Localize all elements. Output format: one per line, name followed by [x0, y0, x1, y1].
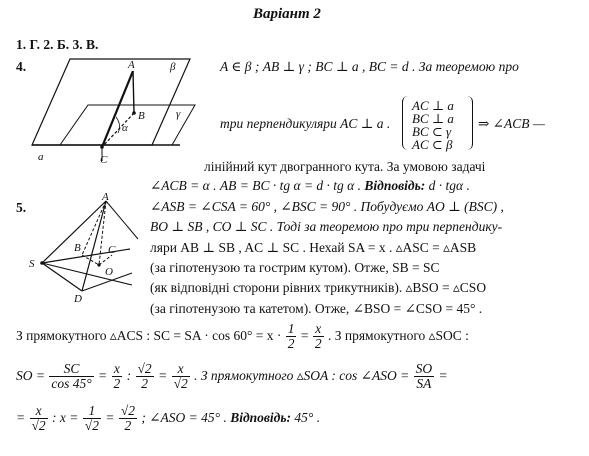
- calc-line-3: [16, 404, 320, 433]
- calc-l1-text: З прямокутного ▵ACS : SC = SA · cos 60° = x ·: [16, 327, 282, 343]
- p5-answer-label: Відповідь:: [230, 409, 292, 425]
- label-B: B: [138, 110, 145, 122]
- p4-line4: [150, 178, 470, 194]
- p5-line4: (за гіпотенузою та гострим кутом). Отже, SB = SC: [150, 260, 440, 275]
- equals: =: [98, 367, 108, 383]
- p4-system-result: ⇒ ∠ACB —: [478, 116, 545, 131]
- calc-l2-mid: . З прямокутного ▵SOA : cos ∠ASO =: [194, 367, 410, 383]
- p4-system-line-2: BC ⊥ a: [412, 111, 454, 126]
- fraction-x-2: $\frac{x}{2}$: [113, 361, 121, 392]
- calc-l3-mid: : x =: [52, 409, 79, 425]
- p4-line2: три перпендикуляри AC ⊥ a .: [220, 116, 391, 131]
- equals: =: [300, 327, 309, 343]
- page-title: Варіант 2: [253, 6, 321, 22]
- label-a: a: [38, 151, 44, 163]
- label-gamma: γ: [176, 108, 181, 120]
- label-O: O: [105, 266, 113, 278]
- answers-line: 1. Г. 2. Б. 3. В.: [16, 37, 99, 52]
- equals: =: [105, 409, 115, 425]
- p4-system-line-4: AC ⊂ β: [412, 137, 453, 152]
- equals: =: [438, 367, 448, 383]
- p4-answer-label: Відповідь:: [364, 178, 426, 193]
- label-A: A: [128, 59, 135, 71]
- calc-l2-lhs: SO =: [16, 367, 45, 383]
- fraction-x-root2: $\frac{x}{√2}$: [31, 403, 46, 434]
- figure-dihedral-angle: [30, 53, 202, 165]
- fraction-one-half: $\frac{1}{2}$: [287, 321, 295, 352]
- label-A: A: [102, 193, 109, 203]
- equals: =: [16, 409, 26, 425]
- p5-line2: BO ⊥ SB , CO ⊥ SC . Тоді за теоремою про три перпендику-: [150, 219, 503, 234]
- calc-line-2: [16, 362, 448, 391]
- label-B: B: [74, 242, 81, 254]
- p5-line3: ляри AB ⊥ SB , AC ⊥ SC . Нехай SA = x . ▵ASC = ▵ASB: [150, 240, 477, 255]
- fraction-root2-2: $\frac{√2}{2}$: [137, 361, 152, 392]
- equals: =: [158, 367, 168, 383]
- p4-system-line-3: BC ⊂ γ: [412, 124, 452, 139]
- label-beta: β: [170, 61, 176, 73]
- p4-answer: d · tgα .: [428, 178, 470, 193]
- label-C: C: [100, 154, 108, 165]
- calc-line-1: [16, 322, 469, 351]
- fraction-x-half: $\frac{x}{2}$: [314, 321, 322, 352]
- p4-system-bracket-right: [460, 96, 473, 150]
- figure-pyramid: [26, 193, 140, 305]
- fraction-so-sa: $\frac{SO}{SA}$: [415, 361, 433, 392]
- p4-line1: A ∈ β ; AB ⊥ γ ; BC ⊥ a , BC = d . За теоремою про: [220, 59, 519, 74]
- label-D: D: [74, 293, 82, 305]
- colon: :: [126, 367, 132, 383]
- fraction-sc-cos45: $\frac{SC}{\cos 45^\circ}$: [51, 361, 92, 392]
- calc-l3-tail: ; ∠ASO = 45° .: [141, 409, 227, 425]
- label-S: S: [29, 258, 35, 270]
- p5-line5: (як відповідні сторони рівних трикутників). ▵BSO = ▵CSO: [150, 280, 487, 295]
- problem-4-number: 4.: [16, 59, 27, 74]
- p4-line4-text: ∠ACB = α . AB = BC · tg α = d · tg α .: [150, 178, 362, 193]
- p5-line6: (за гіпотенузою та катетом). Отже, ∠BSO = ∠CSO = 45° .: [150, 301, 483, 316]
- p4-line3: лінійний кут двогранного кута. За умовою задачі: [204, 159, 486, 174]
- label-C: C: [108, 244, 116, 256]
- fraction-1-root2: $\frac{1}{√2}$: [84, 403, 99, 434]
- p4-system-line-1: AC ⊥ a: [412, 98, 454, 113]
- fraction-root2-2: $\frac{√2}{2}$: [120, 403, 135, 434]
- problem-5-number: 5.: [16, 200, 27, 215]
- calc-l1-tail: . З прямокутного ▵SOC :: [327, 327, 469, 343]
- p5-line1: ∠ASB = ∠CSA = 60° , ∠BSC = 90° . Побудуємо AO ⊥ (BSC) ,: [150, 199, 504, 214]
- p5-answer: 45° .: [294, 409, 321, 425]
- label-alpha: α: [122, 122, 128, 134]
- fraction-x-root2: $\frac{x}{√2}$: [173, 361, 188, 392]
